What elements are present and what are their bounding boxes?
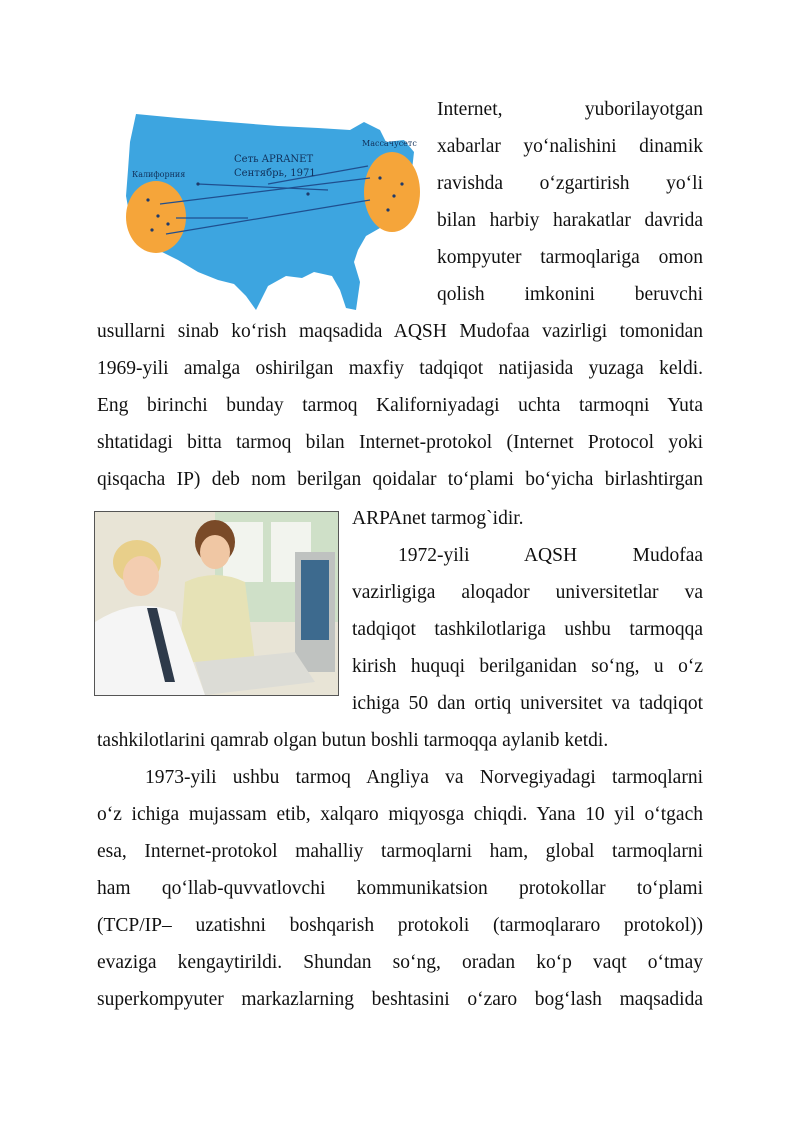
text-line-5: kompyuter tarmoqlariga omon <box>437 247 703 268</box>
text-line-3: ravishda o‘zgartirish yo‘li <box>437 173 703 194</box>
text-line-13: 1972-yili AQSH Mudofaa <box>398 545 703 566</box>
text-line-16: kirish huquqi berilganidan so‘ng, u o‘z <box>352 656 703 677</box>
text-line-24: evaziga kengaytirildi. Shundan so‘ng, oradan ko‘p vaqt o‘tmay <box>97 952 703 973</box>
text-line-7: usullarni sinab ko‘rish maqsadida AQSH Mudofaa vazirligi tomonidan <box>97 321 703 342</box>
text-line-2: xabarlar yo‘nalishini dinamik <box>437 136 703 157</box>
arpanet-map-figure <box>118 100 426 316</box>
map-title-line2: Сентябрь, 1971 <box>234 168 316 179</box>
text-line-10: shtatidagi bitta tarmoq bilan Internet-protokol (Internet Protocol yoki <box>97 432 703 453</box>
text-line-21: esa, Internet-protokol mahalliy tarmoqlarni ham, global tarmoqlarni <box>97 841 703 862</box>
map-label-west: Калифорния <box>132 170 186 179</box>
text-line-14: vazirligiga aloqador universitetlar va <box>352 582 703 603</box>
office-photo <box>94 511 339 696</box>
computer-monitor <box>295 552 335 672</box>
text-line-23: (TCP/IP– uzatishni boshqarish protokoli (tarmoqlararo protokol)) <box>97 915 703 936</box>
text-line-12: ARPAnet tarmog`idir. <box>352 508 524 529</box>
text-line-25: superkompyuter markazlarning beshtasini o‘zaro bog‘lash maqsadida <box>97 989 703 1010</box>
text-line-18: tashkilotlarini qamrab olgan butun boshli tarmoqqa aylanib ketdi. <box>97 730 609 751</box>
text-line-11: qisqacha IP) deb nom berilgan qoidalar to‘plami bo‘yicha birlashtirgan <box>97 469 703 490</box>
text-line-20: o‘z ichiga mujassam etib, xalqaro miqyosga chiqdi. Yana 10 yil o‘tgach <box>97 804 703 825</box>
text-line-1: Internet, yuborilayotgan <box>437 99 703 120</box>
map-title-line1: Сеть APRANET <box>234 154 314 165</box>
text-line-9: Eng birinchi bunday tarmoq Kaliforniyadagi uchta tarmoqni Yuta <box>97 395 703 416</box>
text-line-6: qolish imkonini beruvchi <box>437 284 703 305</box>
text-line-17: ichiga 50 dan ortiq universitet va tadqiqot <box>352 693 703 714</box>
text-line-22: ham qo‘llab-quvvatlovchi kommunikatsion protokollar to‘plami <box>97 878 703 899</box>
massachusetts-region <box>364 152 420 232</box>
california-region <box>126 181 186 253</box>
text-line-15: tadqiqot tashkilotlariga ushbu tarmoqqa <box>352 619 703 640</box>
text-line-19: 1973-yili ushbu tarmoq Angliya va Norvegiyadagi tarmoqlarni <box>145 767 703 788</box>
text-line-4: bilan harbiy harakatlar davrida <box>437 210 703 231</box>
text-line-8: 1969-yili amalga oshirilgan maxfiy tadqiqot natijasida yuzaga keldi. <box>97 358 703 379</box>
map-label-east: Массачусетс <box>362 139 417 148</box>
